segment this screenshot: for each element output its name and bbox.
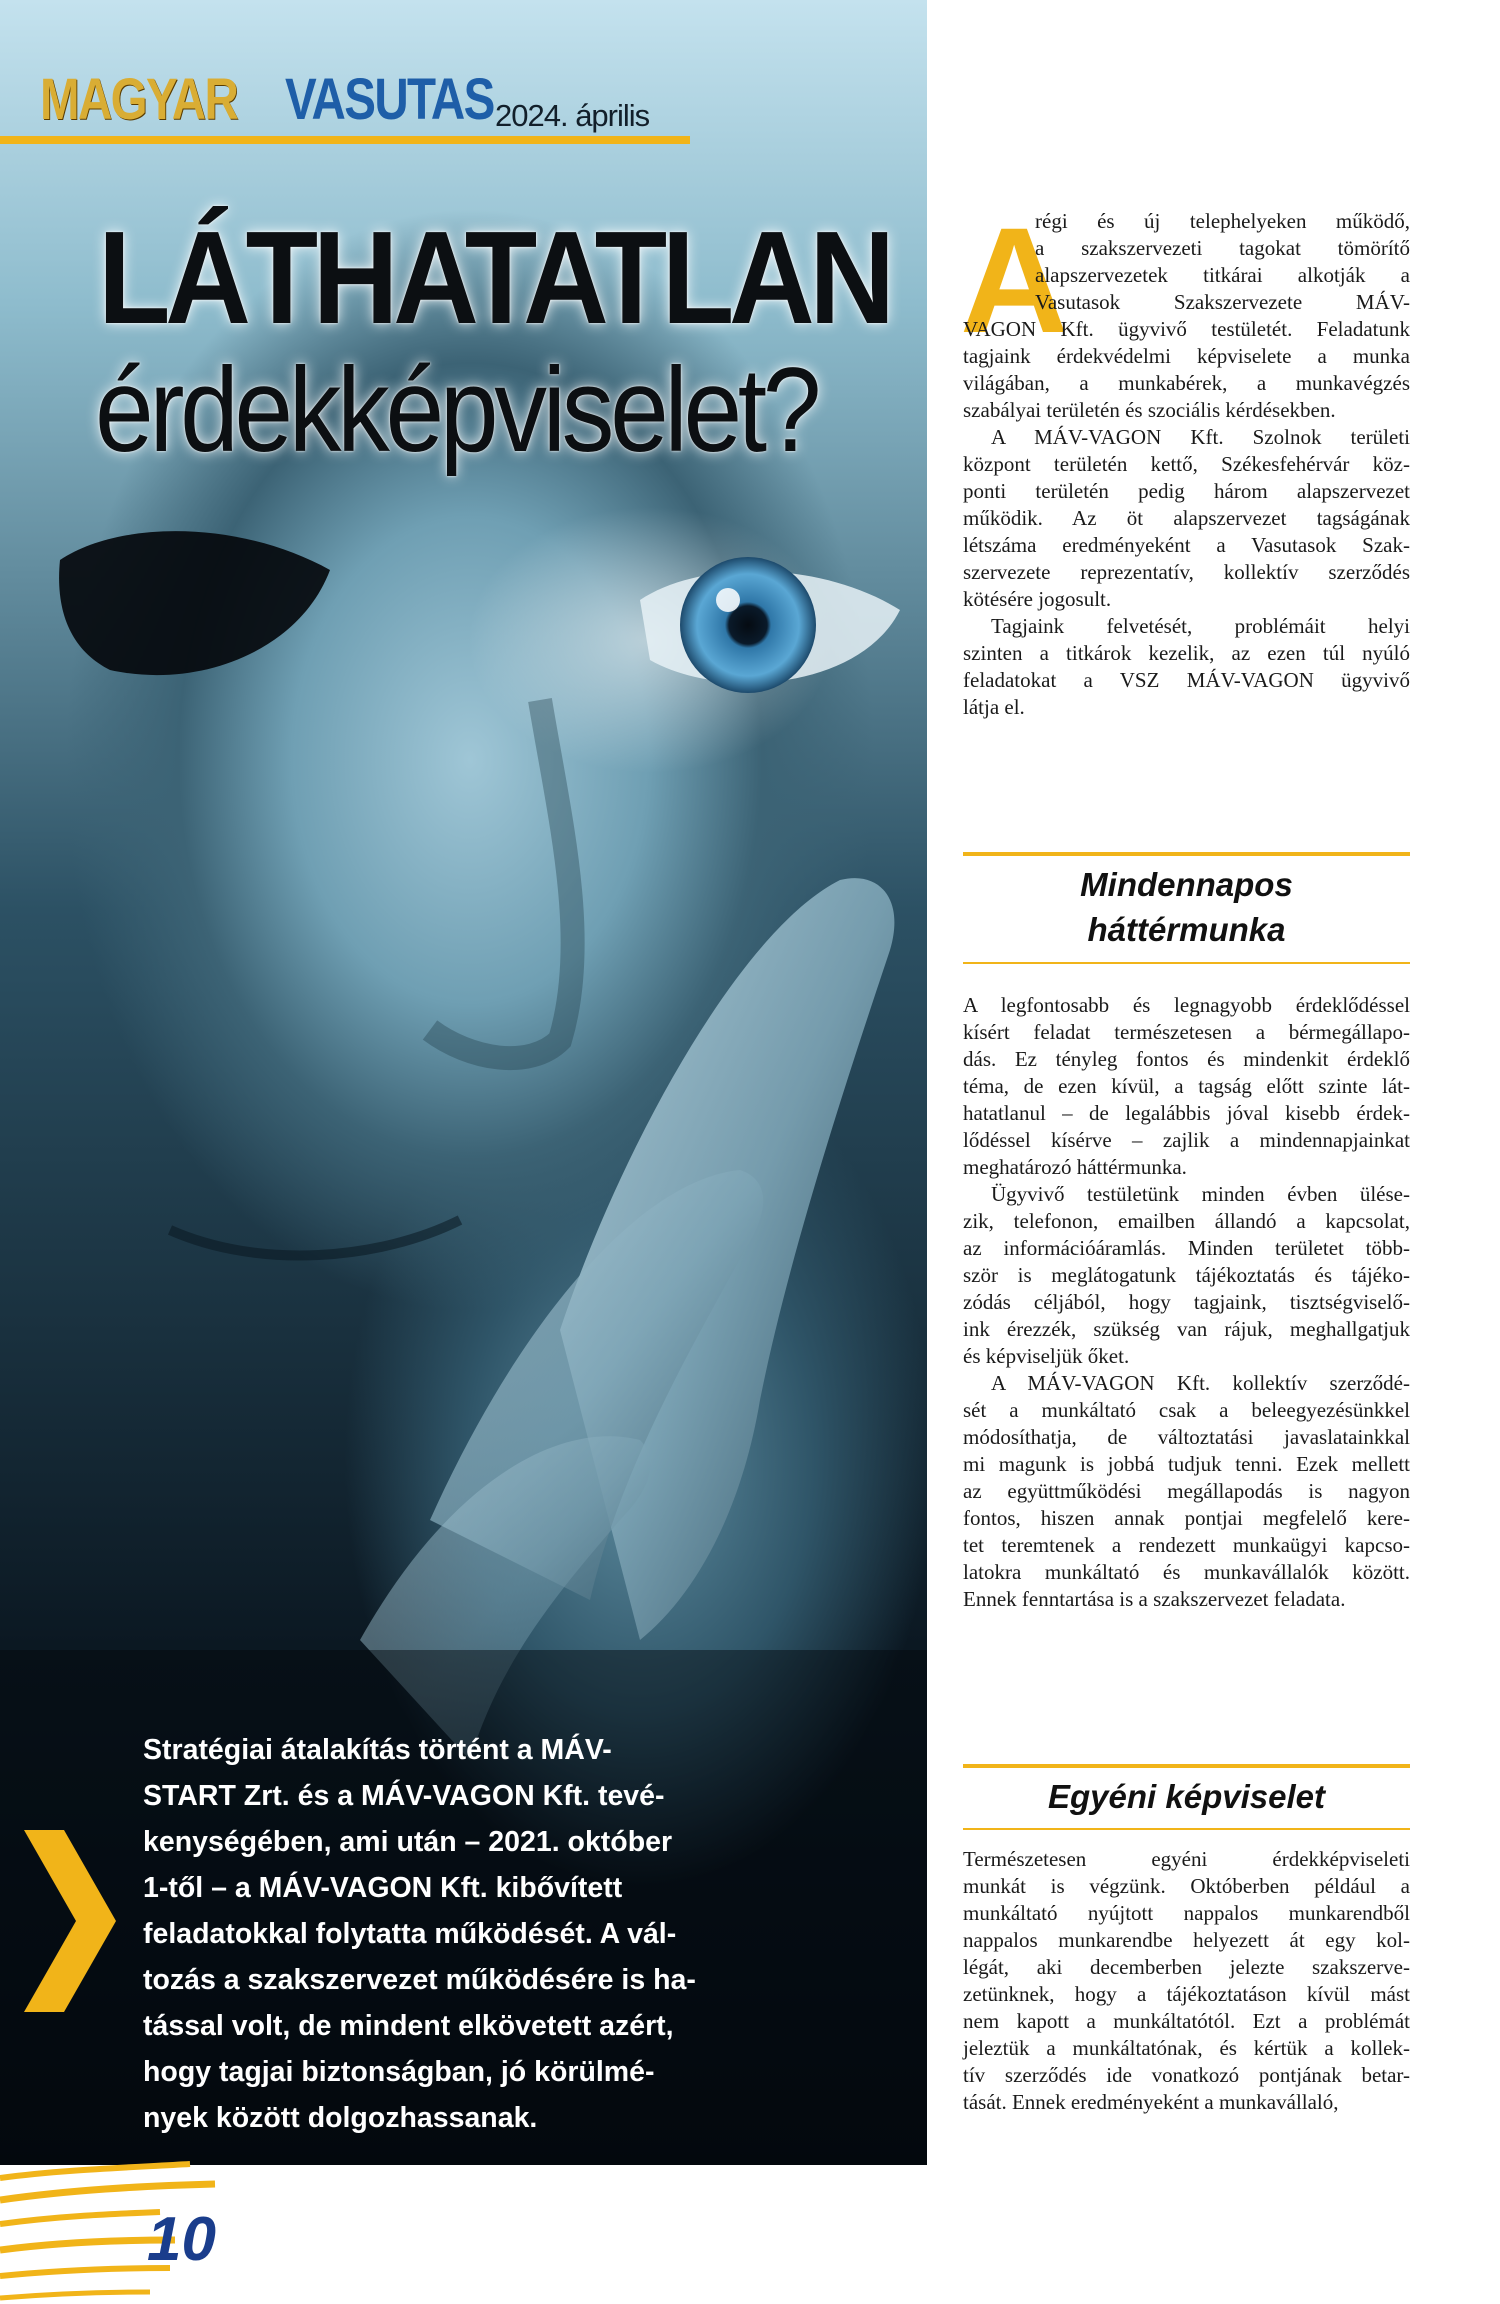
headline-line1: LÁTHATATLAN (98, 204, 890, 351)
text-line: az információáramlás. Minden területet több- (963, 1236, 1410, 1260)
text-line: Vasutasok Szakszervezete MÁV- (1035, 290, 1410, 314)
text-line: a szakszervezeti tagokat tömörítő (1035, 236, 1410, 260)
text-line: mi magunk is jobbá tudjuk tenni. Ezek mellett (963, 1452, 1410, 1476)
text-line: munkáltató nyújtott nappalos munkarendből (963, 1901, 1410, 1925)
headline-line2: érdekképviselet? (95, 343, 818, 477)
text-line: fontos, hiszen annak pontjai megfelelő kere- (963, 1506, 1410, 1530)
text-line: A legfontosabb és legnagyobb érdeklődéssel (963, 993, 1410, 1017)
masthead-vasutas: VASUTAS (285, 67, 494, 132)
text-line: Természetesen egyéni érdekképviseleti (963, 1847, 1410, 1871)
text-line: légát, aki decemberben jelezte szakszerve- (963, 1955, 1410, 1979)
paragraph-2 (963, 424, 1410, 613)
text-line: létszáma eredményeként a Vasutasok Szak- (963, 533, 1410, 557)
lead-paragraph (143, 1727, 723, 2141)
lead-line: hogy tagjai biztonságban, jó körülmé- (143, 2056, 655, 2088)
masthead-magyar: MAGYAR (40, 67, 238, 132)
text-line: tagjaink érdekvédelmi képviselete a munka (963, 344, 1410, 368)
text-line: munkát is végzünk. Októberben például a (963, 1874, 1410, 1898)
intro-paragraph-rest (963, 316, 1410, 721)
text-line: ször is meglátogatunk tájékoztatás és tájéko- (963, 1263, 1410, 1287)
masthead-gold-bar (0, 136, 690, 144)
text-line: látja el. (963, 695, 1025, 719)
text-line: zik, telefonon, emailben állandó a kapcsolat, (963, 1209, 1410, 1233)
text-line: téma, de ezen kívül, a tagság előtt szinte lát- (963, 1074, 1410, 1098)
text-line: feladatokat a VSZ MÁV-VAGON ügyvivő (963, 668, 1410, 692)
lead-line: tozás a szakszervezet működésére is ha- (143, 1964, 696, 1996)
text-line: szabályai területén és szociális kérdésekben. (963, 398, 1336, 422)
page-number: 10 (147, 2205, 216, 2274)
text-line: kötésére jogosult. (963, 587, 1112, 611)
section-heading-egyeni: Egyéni képviselet (1048, 1778, 1325, 1815)
text-line: szinten a titkárok kezelik, az ezen túl nyúló (963, 641, 1410, 665)
text-line: tet teremtenek a rendezett munkaügyi kapcso- (963, 1533, 1410, 1557)
text-line: meghatározó háttérmunka. (963, 1155, 1187, 1179)
lead-line: START Zrt. és a MÁV-VAGON Kft. tevé- (143, 1780, 665, 1812)
text-line: A MÁV-VAGON Kft. kollektív szerződé- (991, 1371, 1410, 1395)
paragraph (963, 1370, 1410, 1613)
text-line: alapszervezetek titkárai alkotják a (1035, 263, 1410, 287)
lead-line: nyek között dolgozhassanak. (143, 2102, 538, 2134)
section1-body (963, 992, 1410, 1613)
lead-line: tással volt, de mindent elkövetett azért, (143, 2010, 674, 2042)
paragraph (963, 1846, 1410, 2116)
text-line: régi és új telephelyeken működő, (1035, 209, 1410, 233)
text-line: hatatlanul – de legalábbis jóval kisebb érdek- (963, 1101, 1410, 1125)
text-line: VAGON Kft. ügyvivő testületét. Feladatunk (963, 317, 1410, 341)
paragraph-3 (963, 613, 1410, 721)
text-line: ink érezzék, szükség van rájuk, meghallgatjuk (963, 1317, 1410, 1341)
text-line: módosíthatja, de változtatási javaslatainkkal (963, 1425, 1410, 1449)
paragraph (963, 1181, 1410, 1370)
text-line: világában, a munkabérek, a munkavégzés (963, 371, 1410, 395)
text-line: sét a munkáltató csak a beleegyezésünkkel (963, 1398, 1410, 1422)
text-line: ponti területén pedig három alapszervezet (963, 479, 1410, 503)
text-line: szervezete reprezentatív, kollektív szerződés (963, 560, 1410, 584)
section-divider (963, 1828, 1410, 1830)
lead-line: feladatokkal folytatta működését. A vál- (143, 1918, 677, 1950)
issue-date: 2024. április (495, 98, 650, 133)
text-line: nappalos munkarendbe helyezett át egy kol- (963, 1928, 1410, 1952)
section-heading-line: Mindennapos (1080, 866, 1293, 903)
text-line: kísért feladat természetesen a bérmegállapo- (963, 1020, 1410, 1044)
lead-line: kenységében, ami után – 2021. október (143, 1826, 673, 1858)
text-line: lődéssel kísérve – zajlik a mindennapjainkat (963, 1128, 1410, 1152)
lead-line: Stratégiai átalakítás történt a MÁV- (143, 1734, 612, 1766)
chevron-right-icon (24, 1830, 116, 2012)
section-heading-mindennapos (963, 862, 1410, 952)
section-divider (963, 852, 1410, 856)
section-divider (963, 962, 1410, 964)
text-line: Tagjaink felvetését, problémáit helyi (991, 614, 1410, 638)
text-line: tív szerződés ide vonatkozó pontjának betar- (963, 2063, 1410, 2087)
drop-cap: A (960, 196, 1069, 364)
text-line: az együttműködési megállapodás is nagyon (963, 1479, 1410, 1503)
text-line: dás. Ez tényleg fontos és mindenkit érdeklő (963, 1047, 1410, 1071)
section-divider (963, 1764, 1410, 1768)
text-line: zódás céljából, hogy tagjaink, tisztségviselő- (963, 1290, 1410, 1314)
text-line: nem kapott a munkáltatótól. Ezt a problémát (963, 2009, 1410, 2033)
section-heading-line: háttérmunka (1087, 911, 1286, 948)
text-line: A MÁV-VAGON Kft. Szolnok területi (991, 425, 1410, 449)
lead-line: 1-től – a MÁV-VAGON Kft. kibővített (143, 1872, 623, 1904)
text-line: latokra munkáltató és munkavállalók között. (963, 1560, 1410, 1584)
text-line: és képviseljük őket. (963, 1344, 1130, 1368)
text-line: működik. Az öt alapszervezet tagságának (963, 506, 1410, 530)
section2-body (963, 1846, 1410, 2116)
intro-beside-cap (1035, 208, 1410, 316)
masthead (40, 66, 650, 140)
text-line: központ területén kettő, Székesfehérvár köz- (963, 452, 1410, 476)
text-line: Ügyvivő testületünk minden évben ülése- (991, 1182, 1410, 1206)
text-line: zetünknek, hogy a tájékoztatáson kívül mást (963, 1982, 1410, 2006)
text-line: tását. Ennek eredményeként a munkavállaló, (963, 2090, 1339, 2114)
text-line: Ennek fenntartása is a szakszervezet feladata. (963, 1587, 1346, 1611)
paragraph (963, 992, 1410, 1181)
text-line: jeleztük a munkáltatónak, és kértük a kollek- (963, 2036, 1410, 2060)
